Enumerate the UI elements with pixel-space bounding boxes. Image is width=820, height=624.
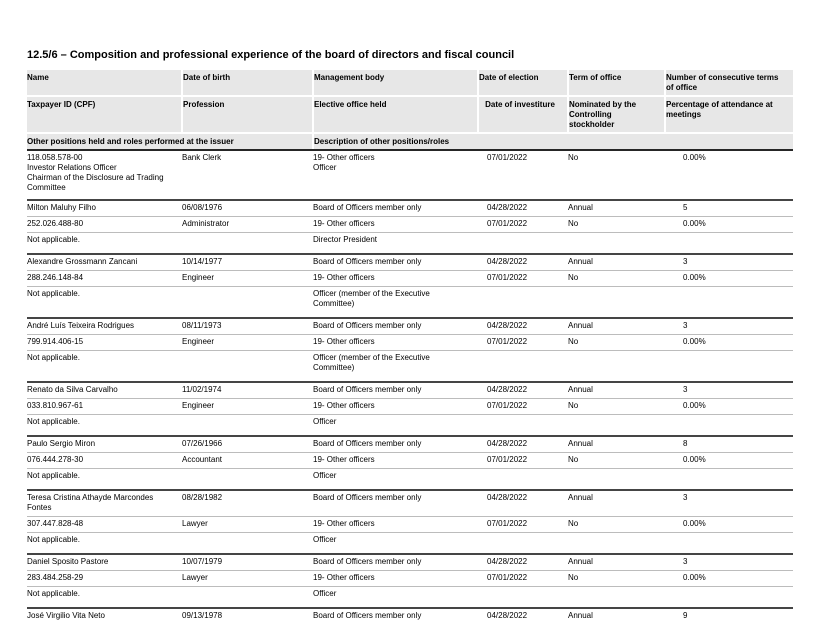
cell-election-date-text: 04/28/2022 xyxy=(487,385,528,394)
cell-election-date xyxy=(478,554,568,571)
header-profession: Profession xyxy=(182,96,313,133)
cell-elective-office xyxy=(313,571,478,587)
cell-attendance-text: 0.00% xyxy=(683,273,706,282)
cell-election-date-text: 04/28/2022 xyxy=(487,557,528,566)
cell-other-positions-text: Not applicable. xyxy=(27,471,80,480)
cell-description xyxy=(313,469,793,491)
cell-cpf-text: 033.810.967-61 xyxy=(27,401,84,410)
cell-management-body-text: Board of Officers member only xyxy=(313,257,422,266)
cell-management-body-text: Board of Officers member only xyxy=(313,611,422,620)
cell-cpf-text: 076.444.278-30 xyxy=(27,455,84,464)
cell-name xyxy=(27,436,182,453)
table-row xyxy=(27,287,793,319)
header-name: Name xyxy=(27,70,182,96)
cell-cpf xyxy=(27,399,182,415)
cell-cpf xyxy=(27,571,182,587)
table-row xyxy=(27,318,793,335)
cell-description xyxy=(313,287,793,319)
cell-cpf-text: 252.026.488-80 xyxy=(27,219,84,228)
cell-nominated xyxy=(568,571,665,587)
cell-elective-office-text: 19- Other officers xyxy=(313,519,375,528)
header-nominated-by-controller: Nominated by the Controlling stockholder xyxy=(568,96,665,133)
cell-nominated-text: No xyxy=(568,455,579,464)
cell-cpf xyxy=(27,335,182,351)
header-elective-office: Elective office held xyxy=(313,96,478,133)
table-row xyxy=(27,517,793,533)
table-row xyxy=(27,608,793,624)
cell-date-of-birth xyxy=(182,608,313,624)
cell-term-text: Annual xyxy=(568,257,593,266)
cell-investiture-date-text: 07/01/2022 xyxy=(487,519,528,528)
cell-nominated xyxy=(568,271,665,287)
cell-profession xyxy=(182,571,313,587)
cell-cpf-text: 288.246.148-84 xyxy=(27,273,84,282)
cell-investiture-date-text: 07/01/2022 xyxy=(487,337,528,346)
cell-other-positions-text: Not applicable. xyxy=(27,289,80,298)
cell-election-date xyxy=(478,608,568,624)
table-row xyxy=(27,217,793,233)
header-management-body: Management body xyxy=(313,70,478,96)
header-row-1 xyxy=(27,70,793,96)
cell-term-text: Annual xyxy=(568,439,593,448)
cell-profession xyxy=(182,399,313,415)
cell-nominated xyxy=(568,150,665,200)
cell-name xyxy=(27,200,182,217)
cell-name xyxy=(27,608,182,624)
table-row xyxy=(27,382,793,399)
cell-description xyxy=(313,587,793,609)
cell-election-date xyxy=(478,436,568,453)
cell-investiture-date-text: 07/01/2022 xyxy=(487,401,528,410)
table-row xyxy=(27,200,793,217)
cell-investiture-date-text: 07/01/2022 xyxy=(487,573,528,582)
cell-description-text: Officer xyxy=(313,417,337,426)
cell-name-block xyxy=(27,150,182,200)
table-row xyxy=(27,271,793,287)
cell-elective-office-text: 19- Other officers xyxy=(313,337,375,346)
cell-investiture-date xyxy=(478,399,568,415)
cell-cpf-text: 307.447.828-48 xyxy=(27,519,84,528)
cell-election-date xyxy=(478,200,568,217)
cell-management-body-text: Board of Officers member only xyxy=(313,321,422,330)
cell-profession-text: Engineer xyxy=(182,337,215,346)
cell-consecutive-terms xyxy=(665,554,793,571)
cell-date-of-birth-text: 10/07/1979 xyxy=(182,557,223,566)
cell-elective-office xyxy=(313,335,478,351)
cell-other-positions xyxy=(27,351,313,383)
cell-attendance xyxy=(665,453,793,469)
cell-elective-office-text: 19- Other officers xyxy=(313,273,375,282)
cell-date-of-birth-text: 10/14/1977 xyxy=(182,257,223,266)
cell-term xyxy=(568,382,665,399)
table-row xyxy=(27,436,793,453)
cell-investiture-date-text: 07/01/2022 xyxy=(487,273,528,282)
cell-consecutive-terms-text: 3 xyxy=(683,321,688,330)
cell-term-text: Annual xyxy=(568,557,593,566)
cell-cpf-text: 799.914.406-15 xyxy=(27,337,84,346)
cell-date-of-birth xyxy=(182,200,313,217)
table-row xyxy=(27,399,793,415)
cell-date-of-birth-text: 11/02/1974 xyxy=(182,385,222,394)
cell-attendance xyxy=(665,217,793,233)
cell-nominated-text: No xyxy=(568,337,579,346)
table-header xyxy=(27,70,793,150)
cell-description-text: Officer xyxy=(313,471,337,480)
header-attendance-percentage: Percentage of attendance at meetings xyxy=(665,96,793,133)
cell-consecutive-terms-text: 3 xyxy=(683,493,688,502)
header-term-of-office: Term of office xyxy=(568,70,665,96)
cell-name-text: José Virgilio Vita Neto xyxy=(27,611,105,620)
cell-management-body xyxy=(313,608,478,624)
cell-nominated-text: No xyxy=(568,519,579,528)
cell-office-block-text: Officer xyxy=(313,163,337,172)
table-row xyxy=(27,335,793,351)
table-row xyxy=(27,150,793,200)
table-row xyxy=(27,587,793,609)
cell-management-body xyxy=(313,200,478,217)
cell-management-body xyxy=(313,436,478,453)
cell-name-text: André Luís Teixeira Rodrigues xyxy=(27,321,135,330)
cell-investiture-date-text: 07/01/2022 xyxy=(487,455,528,464)
cell-other-positions xyxy=(27,233,313,255)
cell-name-text: Teresa Cristina Athayde Marcondes Fontes xyxy=(27,493,154,512)
page-title: 12.5/6 – Composition and professional experience of the board of directors and fiscal council xyxy=(27,49,515,61)
cell-name-block-text: Investor Relations Officer xyxy=(27,163,117,172)
table-row xyxy=(27,533,793,555)
cell-attendance-text: 0.00% xyxy=(683,401,706,410)
cell-profession-text: Accountant xyxy=(182,455,223,464)
board-table-body xyxy=(27,150,793,624)
cell-name-text: Alexandre Grossmann Zancani xyxy=(27,257,138,266)
cell-nominated xyxy=(568,517,665,533)
cell-management-body xyxy=(313,318,478,335)
cell-name-text: Renato da Silva Carvalho xyxy=(27,385,118,394)
cell-date-of-birth-text: 08/11/1973 xyxy=(182,321,222,330)
cell-attendance-text: 0.00% xyxy=(683,337,706,346)
cell-description xyxy=(313,533,793,555)
cell-investiture-date xyxy=(478,571,568,587)
cell-description xyxy=(313,233,793,255)
cell-date-of-birth-text: 06/08/1976 xyxy=(182,203,223,212)
cell-investiture-date xyxy=(478,150,568,200)
cell-cpf xyxy=(27,271,182,287)
cell-date-of-birth xyxy=(182,382,313,399)
cell-other-positions xyxy=(27,533,313,555)
cell-election-date xyxy=(478,254,568,271)
table-row xyxy=(27,571,793,587)
header-date-of-election: Date of election xyxy=(478,70,568,96)
cell-election-date xyxy=(478,382,568,399)
cell-other-positions-text: Not applicable. xyxy=(27,535,80,544)
cell-consecutive-terms-text: 3 xyxy=(683,557,688,566)
cell-office-block xyxy=(313,150,478,200)
cell-elective-office-text: 19- Other officers xyxy=(313,219,375,228)
cell-term xyxy=(568,318,665,335)
cell-profession-text: Engineer xyxy=(182,273,215,282)
cell-other-positions xyxy=(27,469,313,491)
cell-term-text: Annual xyxy=(568,611,593,620)
cell-description xyxy=(313,351,793,383)
cell-management-body-text: Board of Officers member only xyxy=(313,557,422,566)
cell-profession-text: Lawyer xyxy=(182,573,208,582)
cell-profession-text: Engineer xyxy=(182,401,215,410)
cell-date-of-birth xyxy=(182,490,313,517)
cell-election-date-text: 04/28/2022 xyxy=(487,321,528,330)
cell-other-positions xyxy=(27,587,313,609)
cell-consecutive-terms xyxy=(665,318,793,335)
cell-elective-office-text: 19- Other officers xyxy=(313,401,375,410)
cell-term xyxy=(568,608,665,624)
cell-management-body xyxy=(313,254,478,271)
cell-profession-text: Lawyer xyxy=(182,519,208,528)
cell-election-date-text: 04/28/2022 xyxy=(487,439,528,448)
cell-management-body-text: Board of Officers member only xyxy=(313,203,422,212)
cell-investiture-date-text: 07/01/2022 xyxy=(487,219,528,228)
cell-nominated-text: No xyxy=(568,573,579,582)
board-table xyxy=(27,70,793,624)
cell-consecutive-terms xyxy=(665,436,793,453)
cell-description xyxy=(313,415,793,437)
table-row xyxy=(27,233,793,255)
cell-management-body-text: Board of Officers member only xyxy=(313,385,422,394)
cell-consecutive-terms-text: 3 xyxy=(683,385,688,394)
cell-election-date xyxy=(478,318,568,335)
cell-other-positions xyxy=(27,415,313,437)
cell-nominated xyxy=(568,399,665,415)
cell-profession-text: Administrator xyxy=(182,219,230,228)
cell-profession xyxy=(182,271,313,287)
table-row xyxy=(27,554,793,571)
cell-elective-office-text: 19- Other officers xyxy=(313,573,375,582)
cell-investiture-date xyxy=(478,335,568,351)
header-date-of-investiture: Date of investiture xyxy=(478,96,568,133)
cell-date-of-birth xyxy=(182,318,313,335)
header-row-2 xyxy=(27,96,793,133)
cell-term xyxy=(568,436,665,453)
cell-consecutive-terms xyxy=(665,490,793,517)
cell-other-positions-text: Not applicable. xyxy=(27,417,80,426)
cell-other-positions-text: Not applicable. xyxy=(27,235,80,244)
cell-elective-office xyxy=(313,399,478,415)
cell-name-block-text: Chairman of the Disclosure ad Trading Committee xyxy=(27,173,164,192)
cell-term xyxy=(568,490,665,517)
cell-term-text: Annual xyxy=(568,385,593,394)
cell-attendance-text: 0.00% xyxy=(683,519,706,528)
cell-elective-office xyxy=(313,453,478,469)
cell-date-of-birth xyxy=(182,554,313,571)
header-date-of-birth: Date of birth xyxy=(182,70,313,96)
cell-nominated xyxy=(568,335,665,351)
cell-cpf-text: 283.484.258-29 xyxy=(27,573,84,582)
header-other-positions: Other positions held and roles performed at the issuer xyxy=(27,133,313,150)
cell-description-text: Director President xyxy=(313,235,378,244)
cell-consecutive-terms xyxy=(665,608,793,624)
cell-election-date-text: 04/28/2022 xyxy=(487,493,528,502)
cell-date-of-birth-text: 09/13/1978 xyxy=(182,611,223,620)
cell-investiture-date-text: 07/01/2022 xyxy=(487,153,528,162)
cell-management-body-text: Board of Officers member only xyxy=(313,493,422,502)
cell-attendance xyxy=(665,571,793,587)
cell-consecutive-terms xyxy=(665,200,793,217)
cell-election-date-text: 04/28/2022 xyxy=(487,203,528,212)
cell-profession xyxy=(182,453,313,469)
header-consecutive-terms: Number of consecutive terms of office xyxy=(665,70,793,96)
cell-term-text: Annual xyxy=(568,493,593,502)
cell-name xyxy=(27,554,182,571)
cell-nominated-text: No xyxy=(568,401,579,410)
cell-management-body xyxy=(313,490,478,517)
cell-nominated xyxy=(568,217,665,233)
cell-term xyxy=(568,200,665,217)
cell-name-text: Paulo Sergio Miron xyxy=(27,439,96,448)
cell-investiture-date xyxy=(478,271,568,287)
cell-name-text: Milton Maluhy Filho xyxy=(27,203,96,212)
cell-nominated-text: No xyxy=(568,153,579,162)
cell-management-body xyxy=(313,382,478,399)
table-row xyxy=(27,351,793,383)
table-row xyxy=(27,490,793,517)
cell-description-text: Officer (member of the Executive Committee) xyxy=(313,353,430,372)
cell-profession-text: Bank Clerk xyxy=(182,153,222,162)
cell-name-block-text: 118.058.578-00 xyxy=(27,153,83,162)
cell-attendance xyxy=(665,150,793,200)
cell-description-text: Officer xyxy=(313,589,337,598)
cell-cpf xyxy=(27,517,182,533)
cell-election-date-text: 04/28/2022 xyxy=(487,257,528,266)
cell-attendance xyxy=(665,335,793,351)
cell-management-body xyxy=(313,554,478,571)
cell-consecutive-terms-text: 3 xyxy=(683,257,688,266)
cell-attendance xyxy=(665,399,793,415)
cell-management-body-text: Board of Officers member only xyxy=(313,439,422,448)
cell-consecutive-terms xyxy=(665,382,793,399)
cell-nominated-text: No xyxy=(568,273,579,282)
table-row xyxy=(27,469,793,491)
cell-profession xyxy=(182,217,313,233)
cell-name xyxy=(27,490,182,517)
cell-attendance xyxy=(665,517,793,533)
table-row xyxy=(27,453,793,469)
cell-name xyxy=(27,318,182,335)
cell-attendance-text: 0.00% xyxy=(683,455,706,464)
cell-attendance xyxy=(665,271,793,287)
cell-nominated-text: No xyxy=(568,219,579,228)
cell-name xyxy=(27,382,182,399)
cell-investiture-date xyxy=(478,217,568,233)
cell-date-of-birth-text: 08/28/1982 xyxy=(182,493,223,502)
cell-elective-office xyxy=(313,517,478,533)
cell-elective-office-text: 19- Other officers xyxy=(313,455,375,464)
cell-election-date-text: 04/28/2022 xyxy=(487,611,528,620)
cell-attendance-text: 0.00% xyxy=(683,153,706,162)
cell-date-of-birth-text: 07/26/1966 xyxy=(182,439,223,448)
table-row xyxy=(27,415,793,437)
cell-election-date xyxy=(478,490,568,517)
cell-cpf xyxy=(27,217,182,233)
cell-investiture-date xyxy=(478,453,568,469)
cell-description-text: Officer xyxy=(313,535,337,544)
header-taxpayer-id: Taxpayer ID (CPF) xyxy=(27,96,182,133)
cell-consecutive-terms-text: 9 xyxy=(683,611,688,620)
cell-profession xyxy=(182,150,313,200)
cell-other-positions xyxy=(27,287,313,319)
cell-profession xyxy=(182,517,313,533)
cell-description-text: Officer (member of the Executive Committee) xyxy=(313,289,430,308)
cell-consecutive-terms xyxy=(665,254,793,271)
cell-office-block-text: 19- Other officers xyxy=(313,153,375,162)
cell-consecutive-terms-text: 8 xyxy=(683,439,688,448)
cell-name-text: Daniel Sposito Pastore xyxy=(27,557,109,566)
cell-term-text: Annual xyxy=(568,203,593,212)
cell-term xyxy=(568,554,665,571)
cell-date-of-birth xyxy=(182,254,313,271)
cell-elective-office xyxy=(313,217,478,233)
header-description-other-positions: Description of other positions/roles xyxy=(313,133,793,150)
cell-profession xyxy=(182,335,313,351)
table-row xyxy=(27,254,793,271)
cell-nominated xyxy=(568,453,665,469)
cell-other-positions-text: Not applicable. xyxy=(27,353,80,362)
cell-date-of-birth xyxy=(182,436,313,453)
cell-other-positions-text: Not applicable. xyxy=(27,589,80,598)
cell-cpf xyxy=(27,453,182,469)
cell-attendance-text: 0.00% xyxy=(683,573,706,582)
cell-term xyxy=(568,254,665,271)
header-row-3 xyxy=(27,133,793,150)
cell-term-text: Annual xyxy=(568,321,593,330)
cell-attendance-text: 0.00% xyxy=(683,219,706,228)
cell-investiture-date xyxy=(478,517,568,533)
cell-name xyxy=(27,254,182,271)
cell-consecutive-terms-text: 5 xyxy=(683,203,688,212)
cell-elective-office xyxy=(313,271,478,287)
